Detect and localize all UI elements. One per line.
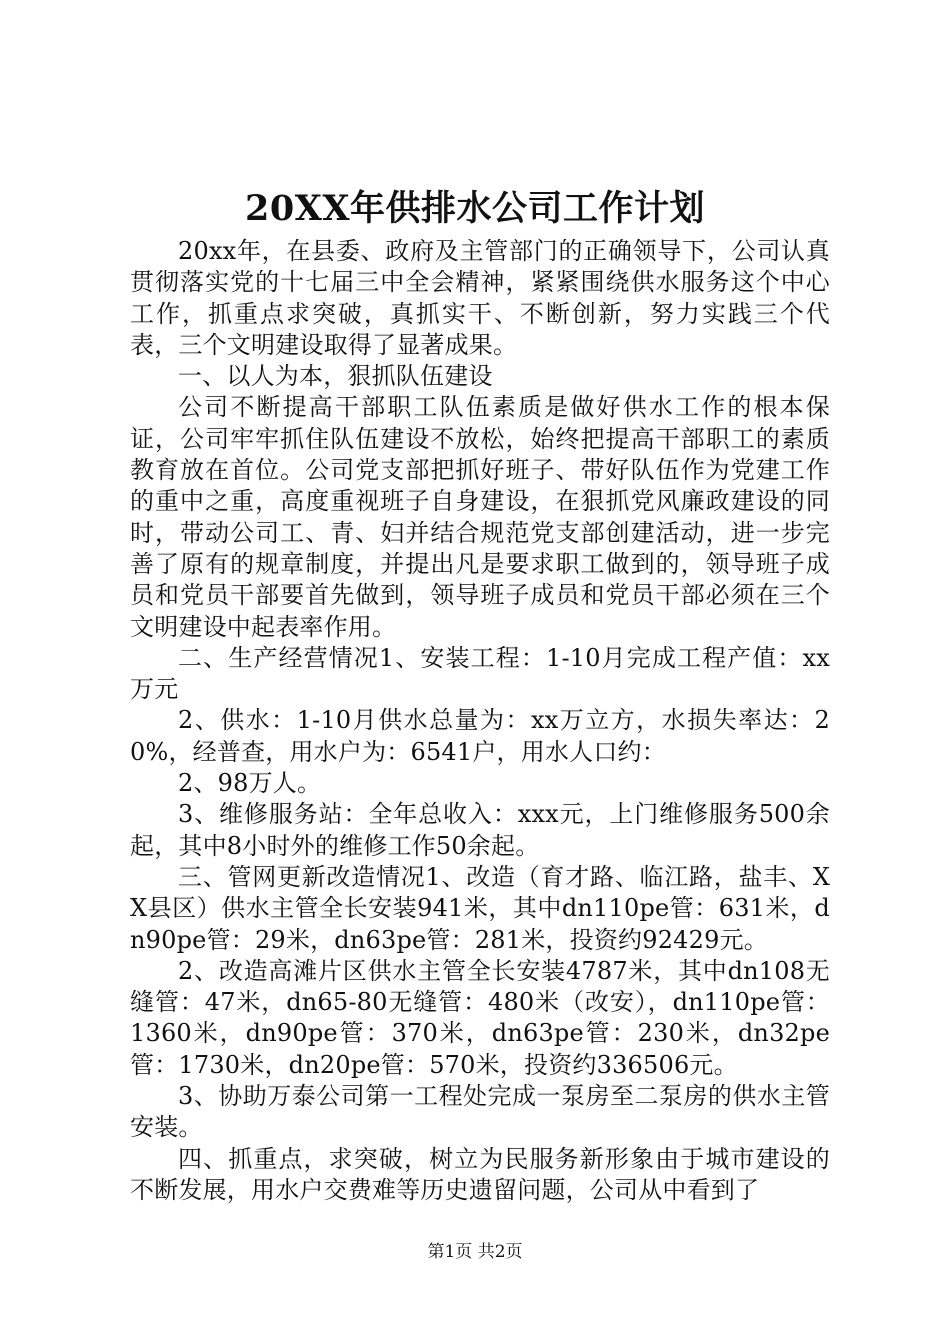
document-title: 20XX年供排水公司工作计划 — [244, 188, 706, 229]
section-heading-3: 三、管网更新改造情况1、改造（育才路、临江路，盐丰、XX县区）供水主管全长安装941米，其中dn110pe管：631米，dn90pe管：29米，dn63pe管：281米，投资约92429元。 — [130, 862, 830, 954]
document-body — [130, 236, 830, 1206]
paragraph-population: 2、98万人。 — [178, 769, 322, 798]
paragraph-water-supply: 2、供水：1-10月供水总量为：xx万立方，水损失率达：20%，经普查，用水户为：6541户，用水人口约： — [130, 706, 830, 766]
section-heading-2: 二、生产经营情况1、安装工程：1-10月完成工程产值：xx万元 — [130, 643, 830, 704]
paragraph-pump-house: 3、协助万泰公司第一工程处完成一泵房至二泵房的供水主管安装。 — [130, 1082, 830, 1142]
paragraph-maintenance: 3、维修服务站：全年总收入：xxx元，上门维修服务500余起，其中8小时外的维修工作50余起。 — [130, 800, 830, 860]
section-heading-4: 四、抓重点，求突破，树立为民服务新形象由于城市建设的不断发展，用水户交费难等历史遗留问题，公司从中看到了 — [130, 1144, 830, 1204]
page-footer: 第1页 共2页 — [427, 1242, 523, 1262]
paragraph-intro: 20xx年，在县委、政府及主管部门的正确领导下，公司认真贯彻落实党的十七届三中全会精神，紧紧围绕供水服务这个中心工作，抓重点求突破，真抓实干、不断创新，努力实践三个代表，三个文明建设取得了显著成果。 — [130, 237, 830, 359]
paragraph-team-building: 公司不断提高干部职工队伍素质是做好供水工作的根本保证，公司牢牢抓住队伍建设不放松，始终把提高干部职工的素质教育放在首位。公司党支部把抓好班子、带好队伍作为党建工作的重中之重，高度重视班子自身建设，在狠抓党风廉政建设的同时，带动公司工、青、妇并结合规范党支部创建活动，进一步完善了原有的规章制度，并提出凡是要求职工做到的，领导班子成员和党员干部要首先做到，领导班子成员和党员干部必须在三个文明建设中起表率作用。 — [130, 393, 830, 641]
paragraph-gaotan-renovation: 2、改造高滩片区供水主管全长安装4787米，其中dn108无缝管：47米，dn65-80无缝管：480米（改安），dn110pe管：1360米，dn90pe管：370米，dn63pe管：230米，dn32pe管：1730米，dn20pe管：570米，投资约336506元。 — [130, 956, 830, 1079]
section-heading-1: 一、以人为本，狠抓队伍建设 — [178, 362, 493, 391]
